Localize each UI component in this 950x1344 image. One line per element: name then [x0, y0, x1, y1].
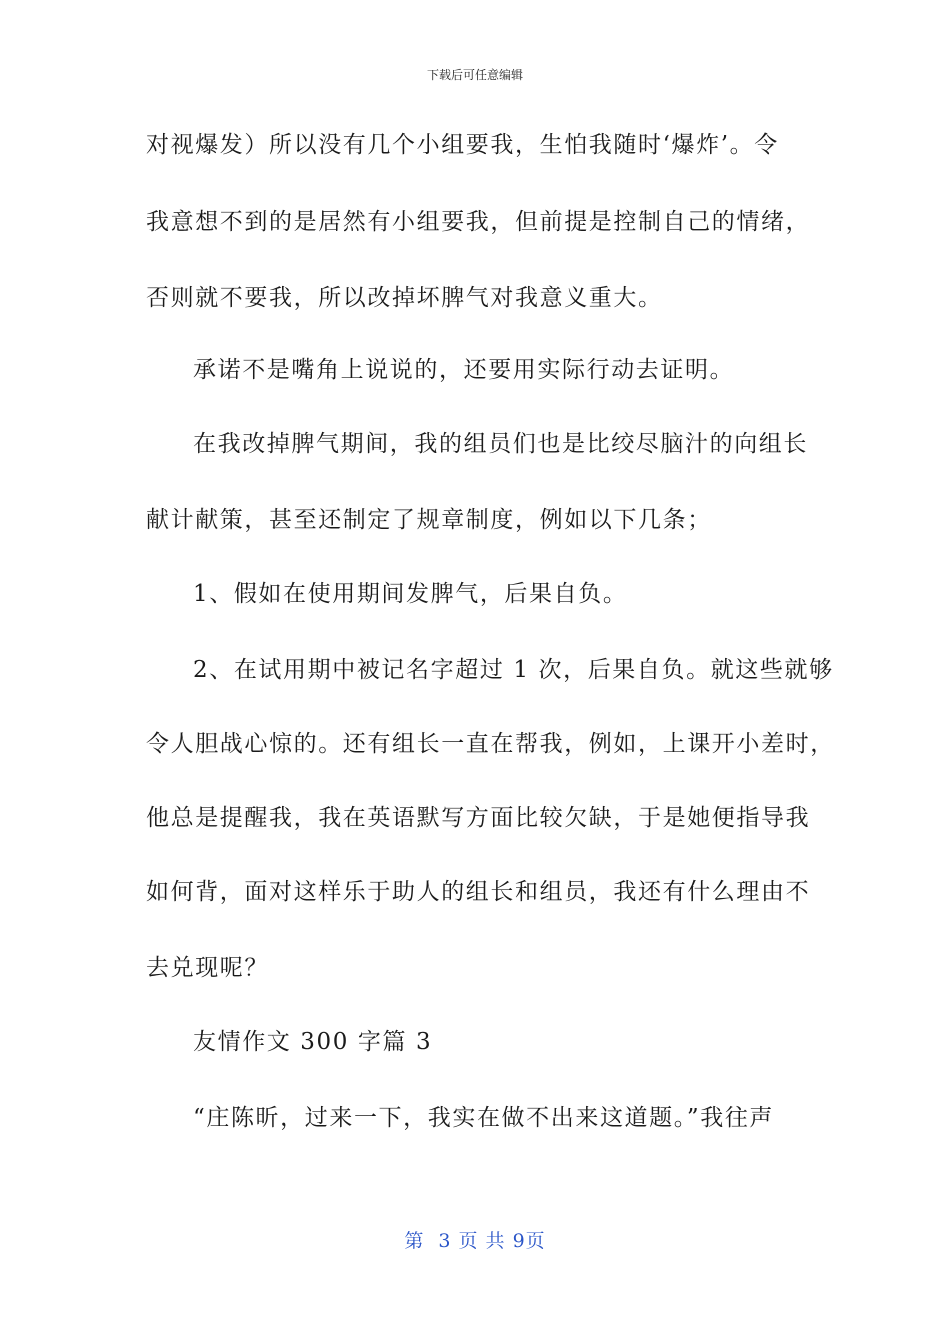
body-line-5: 在我改掉脾气期间，我的组员们也是比绞尽脑汁的向组长: [193, 431, 808, 457]
body-line-3: 否则就不要我，所以改掉坏脾气对我意义重大。: [146, 285, 663, 311]
body-line-7: 1、假如在使用期间发脾气，后果自负。: [193, 581, 628, 607]
body-line-6: 献计献策，甚至还制定了规章制度，例如以下几条；: [146, 507, 712, 533]
body-line-1: 对视爆发）所以没有几个小组要我，生怕我随时‘爆炸’。令: [146, 132, 779, 158]
body-line-10: 他总是提醒我，我在英语默写方面比较欠缺，于是她便指导我: [146, 805, 811, 831]
body-line-11: 如何背，面对这样乐于助人的组长和组员，我还有什么理由不: [146, 879, 811, 905]
body-line-14: “庄陈昕，过来一下，我实在做不出来这道题。”我往声: [193, 1105, 775, 1131]
body-line-9: 令人胆战心惊的。还有组长一直在帮我，例如，上课开小差时，: [146, 731, 835, 757]
body-line-8: 2、在试用期中被记名字超过 1 次，后果自负。就这些就够: [193, 657, 834, 683]
page-header: 下载后可任意编辑: [426, 68, 523, 82]
page-footer: 第 3 页 共 9页: [404, 1230, 546, 1252]
body-line-4: 承诺不是嘴角上说说的，还要用实际行动去证明。: [193, 357, 735, 383]
body-line-2: 我意想不到的是居然有小组要我，但前提是控制自己的情绪，: [146, 209, 811, 235]
section-heading: 友情作文 300 字篇 3: [193, 1029, 433, 1055]
body-line-12: 去兑现呢？: [146, 955, 269, 981]
